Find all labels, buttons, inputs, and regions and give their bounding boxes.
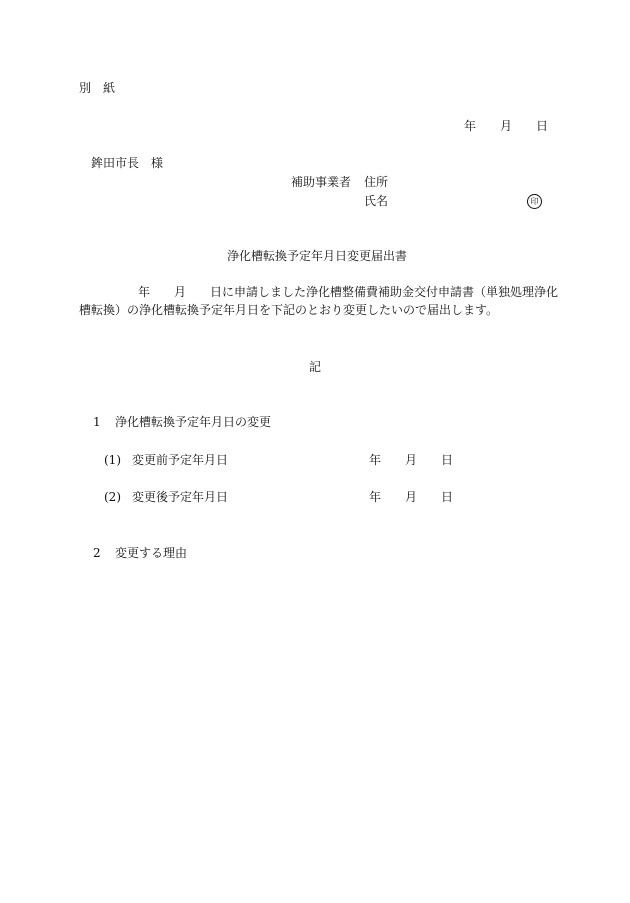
sub2-day: 日 (441, 490, 454, 504)
item1-label: 浄化槽転換予定年月日の変更 (115, 415, 272, 429)
item2-label: 変更する理由 (115, 546, 188, 560)
date-day: 日 (536, 119, 549, 133)
ki-heading: 記 (309, 360, 322, 374)
addressee: 鉾田市長 様 (91, 156, 164, 170)
seal-mark: 印 (527, 194, 542, 209)
sub1-day: 日 (441, 453, 454, 467)
attachment-label: 別 紙 (79, 81, 116, 95)
applicant-address-label: 住所 (364, 175, 389, 189)
body-text-line1: に申請しました浄化槽整備費補助金交付申請書（単独処理浄化 (222, 285, 559, 299)
date-year: 年 (464, 119, 477, 133)
body-text-line2: 槽転換）の浄化槽転換予定年月日を下記のとおり変更したいので届出します。 (79, 303, 499, 317)
sub1-number: (1) (104, 453, 121, 467)
body-day: 日 (210, 285, 223, 299)
sub1-month: 月 (405, 453, 418, 467)
applicant-role: 補助事業者 (291, 175, 352, 189)
sub2-year: 年 (369, 490, 382, 504)
sub1-year: 年 (369, 453, 382, 467)
sub2-label: 変更後予定年月日 (132, 490, 229, 504)
item2-number: 2 (93, 546, 101, 560)
body-month: 月 (174, 285, 187, 299)
applicant-name-label: 氏名 (364, 194, 389, 208)
document-title: 浄化槽転換予定年月日変更届出書 (227, 249, 408, 263)
body-year: 年 (138, 285, 151, 299)
date-month: 月 (500, 119, 513, 133)
sub2-month: 月 (405, 490, 418, 504)
item1-number: 1 (93, 415, 101, 429)
sub1-label: 変更前予定年月日 (132, 453, 229, 467)
sub2-number: (2) (104, 490, 121, 504)
